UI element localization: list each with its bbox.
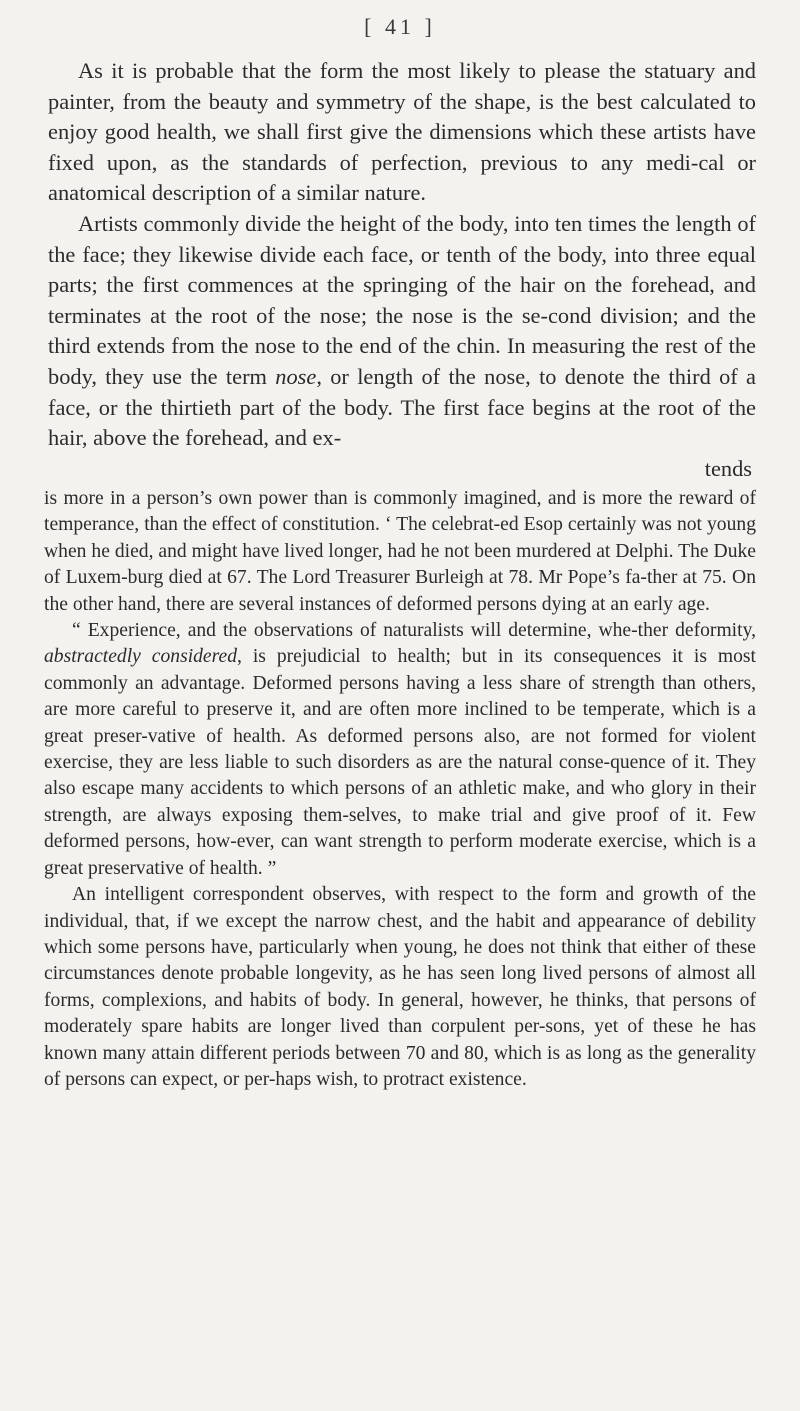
lower-paragraph-1: is more in a person’s own power than is commonly imagined, and is more the reward of temperance, than the effect of constitution. ‘ The celebrat-ed Esop certainly was not young when he died, and might have lived longer, had he not been murdered at Delphi. The Duke of Luxem-burg died at 67. The Lord Treasurer Burleigh at 78. Mr Pope’s fa-ther at 75. On the other hand, there are several instances of deformed persons dying at an early age. bbox=[44, 488, 756, 615]
page-number: [ 41 ] bbox=[364, 14, 436, 39]
lower-paragraph-2-text-b: , is prejudicial to health; but in its consequences it is most commonly an advantage. Deformed persons having a less share of strength than others, are more careful to preserve it, and are often more inclined to be temperate, which is a great preser-vative of health. As deformed persons also, are not formed for violent exercise, they are less liable to such disorders as are the natural conse-quence of it. They also escape many accidents to which persons of an athletic make, and who glory in their strength, are always exposing them-selves, to make trial and give proof of it. Few deformed persons, how-ever, can want strength to perform moderate exercise, which is a great preservative of health. ” bbox=[44, 646, 756, 879]
upper-text-block bbox=[48, 56, 756, 484]
upper-paragraph-2-text-b: , or length of the nose, to denote the third of a face, or the thirtieth part of the body. The first face begins at the root of the hair, above the forehead, and ex- bbox=[48, 363, 756, 451]
lower-paragraph-2-italic: abstractedly considered bbox=[44, 646, 238, 668]
lower-paragraph-3: An intelligent correspondent observes, with respect to the form and growth of the individual, that, if we except the narrow chest, and the habit and appearance of debility which some persons have, particularly when young, he does not think that either of these circumstances denote probable longevity, as he has seen long lived persons of almost all forms, complexions, and habits of body. In general, however, he thinks, that persons of moderately spare habits are longer lived than corpulent per-sons, yet of these he has known many attain different periods between 70 and 80, which is as long as the generality of persons can expect, or per-haps wish, to protract existence. bbox=[44, 884, 756, 1090]
lower-paragraph-2-text-a: “ Experience, and the observations of naturalists will determine, whe-ther deformity, bbox=[72, 620, 756, 642]
upper-paragraph-2 bbox=[48, 209, 756, 454]
upper-paragraph-2-italic: nose bbox=[275, 363, 317, 389]
catchword: tends bbox=[704, 455, 752, 481]
upper-paragraph-1: As it is probable that the form the most likely to please the statuary and painter, from the beauty and symmetry of the shape, is the best calculated to enjoy good health, we shall first give the dimensions which these artists have fixed upon, as the standards of perfection, previous to any medi-cal or anatomical description of a similar nature. bbox=[48, 58, 756, 206]
upper-paragraph-2-text-a: Artists commonly divide the height of the body, into ten times the length of the face; they likewise divide each face, or tenth of the body, into three equal parts; the first commences at the springing of the hair on the forehead, and terminates at the root of the nose; the nose is the se-cond division; and the third extends from the nose to the end of the chin. In measuring the rest of the body, they use the term bbox=[48, 210, 756, 389]
lower-paragraph-2 bbox=[44, 618, 756, 882]
lower-text-block bbox=[44, 486, 756, 1093]
